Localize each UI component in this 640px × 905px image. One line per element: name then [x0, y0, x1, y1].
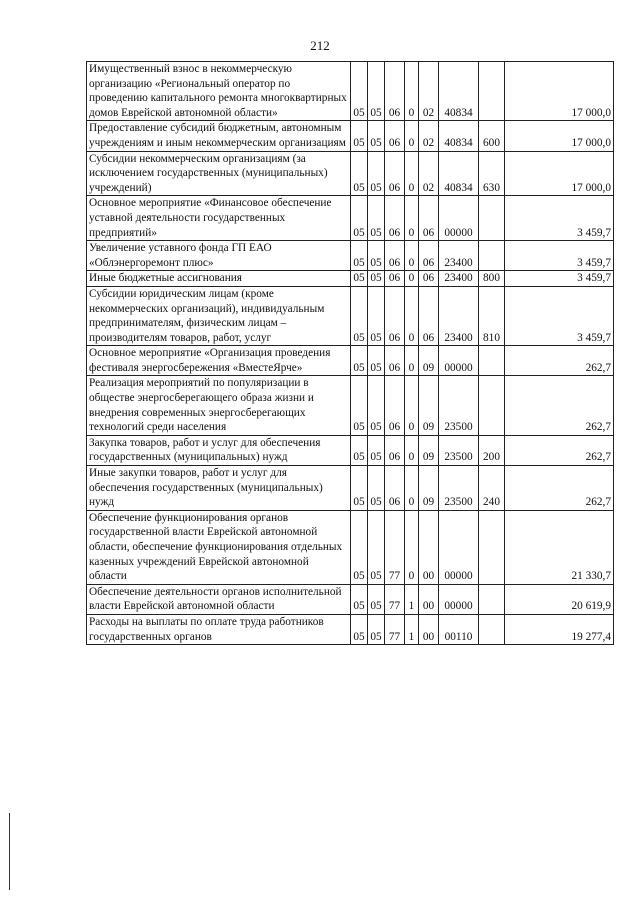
- cell-program: 77: [385, 584, 405, 614]
- cell-name: Субсидии некоммерческим организациям (за исключением государственных (муниципальных) учреждений): [87, 151, 351, 196]
- table-row: [87, 196, 614, 241]
- cell-direction: 23500: [439, 435, 479, 465]
- cell-name: Закупка товаров, работ и услуг для обеспечения государственных (муниципальных) нужд: [87, 435, 351, 465]
- cell-amount: 3 459,7: [505, 196, 614, 241]
- cell-direction: 23500: [439, 466, 479, 511]
- cell-name: Обеспечение функционирования органов государственной власти Еврейской автономной области, обеспечение функционирования отдельных казенных учреждений Еврейской автономной области: [87, 510, 351, 584]
- cell-section: 05: [351, 271, 368, 287]
- cell-program: 06: [385, 196, 405, 241]
- cell-activity: 02: [419, 121, 439, 151]
- table-row: [87, 584, 614, 614]
- cell-direction: 40834: [439, 151, 479, 196]
- cell-amount: 17 000,0: [505, 62, 614, 121]
- cell-section: 05: [351, 435, 368, 465]
- cell-amount: 262,7: [505, 376, 614, 435]
- cell-name: Имущественный взнос в некоммерческую организацию «Региональный оператор по проведению капитального ремонта многоквартирных домов Еврейской автономной области»: [87, 62, 351, 121]
- cell-name: Субсидии юридическим лицам (кроме некоммерческих организаций), индивидуальным предпринимателям, физическим лицам – производителям товаров, работ, услуг: [87, 286, 351, 345]
- cell-amount: 262,7: [505, 435, 614, 465]
- cell-program: 06: [385, 435, 405, 465]
- cell-amount: 17 000,0: [505, 151, 614, 196]
- cell-activity: 06: [419, 271, 439, 287]
- cell-direction: 00110: [439, 614, 479, 644]
- cell-program: 06: [385, 466, 405, 511]
- cell-program: 06: [385, 346, 405, 376]
- cell-name: Увеличение уставного фонда ГП ЕАО «Облэнергоремонт плюс»: [87, 241, 351, 271]
- cell-name: Реализация мероприятий по популяризации в обществе энергосберегающего образа жизни и внедрения современных энергосберегающих технологий среди населения: [87, 376, 351, 435]
- cell-subsection: 05: [368, 121, 385, 151]
- cell-subprogram: 0: [405, 62, 419, 121]
- cell-section: 05: [351, 62, 368, 121]
- table-row: [87, 376, 614, 435]
- cell-direction: 40834: [439, 62, 479, 121]
- cell-name: Расходы на выплаты по оплате труда работников государственных органов: [87, 614, 351, 644]
- table-row: [87, 271, 614, 287]
- cell-program: 77: [385, 510, 405, 584]
- cell-subsection: 05: [368, 614, 385, 644]
- table-row: [87, 286, 614, 345]
- cell-direction: 23400: [439, 286, 479, 345]
- cell-direction: 40834: [439, 121, 479, 151]
- table-row: [87, 435, 614, 465]
- cell-activity: 09: [419, 346, 439, 376]
- cell-subprogram: 0: [405, 466, 419, 511]
- cell-expense-type: [479, 510, 505, 584]
- table-row: [87, 151, 614, 196]
- cell-activity: 00: [419, 584, 439, 614]
- cell-subprogram: 0: [405, 346, 419, 376]
- cell-expense-type: 600: [479, 121, 505, 151]
- cell-section: 05: [351, 584, 368, 614]
- cell-name: Основное мероприятие «Финансовое обеспечение уставной деятельности государственных предприятий»: [87, 196, 351, 241]
- cell-program: 06: [385, 121, 405, 151]
- cell-subsection: 05: [368, 584, 385, 614]
- cell-expense-type: [479, 241, 505, 271]
- cell-expense-type: [479, 62, 505, 121]
- cell-expense-type: [479, 376, 505, 435]
- cell-subsection: 05: [368, 271, 385, 287]
- cell-subprogram: 0: [405, 241, 419, 271]
- cell-subprogram: 1: [405, 584, 419, 614]
- cell-section: 05: [351, 196, 368, 241]
- cell-activity: 02: [419, 62, 439, 121]
- cell-section: 05: [351, 346, 368, 376]
- table-row: [87, 241, 614, 271]
- cell-subsection: 05: [368, 510, 385, 584]
- table-row: [87, 62, 614, 121]
- cell-subsection: 05: [368, 196, 385, 241]
- cell-subsection: 05: [368, 376, 385, 435]
- cell-program: 06: [385, 241, 405, 271]
- cell-expense-type: 800: [479, 271, 505, 287]
- cell-direction: 23400: [439, 241, 479, 271]
- cell-subsection: 05: [368, 435, 385, 465]
- cell-subprogram: 0: [405, 435, 419, 465]
- cell-name: Иные бюджетные ассигнования: [87, 271, 351, 287]
- table-row: [87, 510, 614, 584]
- cell-activity: 02: [419, 151, 439, 196]
- margin-line: [9, 813, 10, 890]
- cell-activity: 09: [419, 435, 439, 465]
- cell-subprogram: 0: [405, 510, 419, 584]
- cell-program: 06: [385, 376, 405, 435]
- cell-name: Предоставление субсидий бюджетным, автономным учреждениям и иным некоммерческим организациям: [87, 121, 351, 151]
- table-row: [87, 614, 614, 644]
- cell-amount: 20 619,9: [505, 584, 614, 614]
- cell-expense-type: 240: [479, 466, 505, 511]
- cell-subsection: 05: [368, 62, 385, 121]
- cell-program: 06: [385, 286, 405, 345]
- cell-section: 05: [351, 376, 368, 435]
- cell-program: 77: [385, 614, 405, 644]
- cell-program: 06: [385, 62, 405, 121]
- cell-amount: 262,7: [505, 346, 614, 376]
- cell-program: 06: [385, 271, 405, 287]
- cell-activity: 06: [419, 241, 439, 271]
- table-row: [87, 346, 614, 376]
- cell-activity: 09: [419, 376, 439, 435]
- cell-name: Иные закупки товаров, работ и услуг для обеспечения государственных (муниципальных) нужд: [87, 466, 351, 511]
- cell-amount: 3 459,7: [505, 271, 614, 287]
- table-body: [87, 62, 614, 645]
- table-row: [87, 466, 614, 511]
- cell-section: 05: [351, 614, 368, 644]
- budget-table: [86, 61, 614, 645]
- cell-amount: 3 459,7: [505, 286, 614, 345]
- cell-expense-type: [479, 584, 505, 614]
- cell-section: 05: [351, 466, 368, 511]
- table-row: [87, 121, 614, 151]
- cell-amount: 17 000,0: [505, 121, 614, 151]
- cell-direction: 00000: [439, 584, 479, 614]
- page-number: 212: [310, 38, 330, 53]
- cell-subprogram: 0: [405, 196, 419, 241]
- cell-activity: 06: [419, 196, 439, 241]
- cell-expense-type: 630: [479, 151, 505, 196]
- cell-amount: 3 459,7: [505, 241, 614, 271]
- cell-activity: 00: [419, 510, 439, 584]
- cell-subprogram: 0: [405, 271, 419, 287]
- cell-subprogram: 0: [405, 286, 419, 345]
- cell-program: 06: [385, 151, 405, 196]
- cell-expense-type: [479, 614, 505, 644]
- cell-expense-type: 200: [479, 435, 505, 465]
- cell-subsection: 05: [368, 466, 385, 511]
- cell-subprogram: 0: [405, 121, 419, 151]
- cell-section: 05: [351, 241, 368, 271]
- cell-name: Обеспечение деятельности органов исполнительной власти Еврейской автономной области: [87, 584, 351, 614]
- cell-section: 05: [351, 151, 368, 196]
- cell-subsection: 05: [368, 286, 385, 345]
- cell-amount: 19 277,4: [505, 614, 614, 644]
- cell-expense-type: 810: [479, 286, 505, 345]
- cell-section: 05: [351, 286, 368, 345]
- cell-direction: 00000: [439, 196, 479, 241]
- cell-section: 05: [351, 121, 368, 151]
- cell-subprogram: 0: [405, 151, 419, 196]
- cell-expense-type: [479, 196, 505, 241]
- cell-name: Основное мероприятие «Организация проведения фестиваля энергосбережения «ВместеЯрче»: [87, 346, 351, 376]
- cell-subsection: 05: [368, 346, 385, 376]
- cell-activity: 06: [419, 286, 439, 345]
- cell-amount: 262,7: [505, 466, 614, 511]
- cell-expense-type: [479, 346, 505, 376]
- cell-activity: 09: [419, 466, 439, 511]
- cell-direction: 23500: [439, 376, 479, 435]
- cell-subsection: 05: [368, 241, 385, 271]
- cell-subprogram: 0: [405, 376, 419, 435]
- cell-activity: 00: [419, 614, 439, 644]
- cell-direction: 00000: [439, 510, 479, 584]
- cell-section: 05: [351, 510, 368, 584]
- cell-direction: 23400: [439, 271, 479, 287]
- cell-direction: 00000: [439, 346, 479, 376]
- cell-subsection: 05: [368, 151, 385, 196]
- cell-amount: 21 330,7: [505, 510, 614, 584]
- cell-subprogram: 1: [405, 614, 419, 644]
